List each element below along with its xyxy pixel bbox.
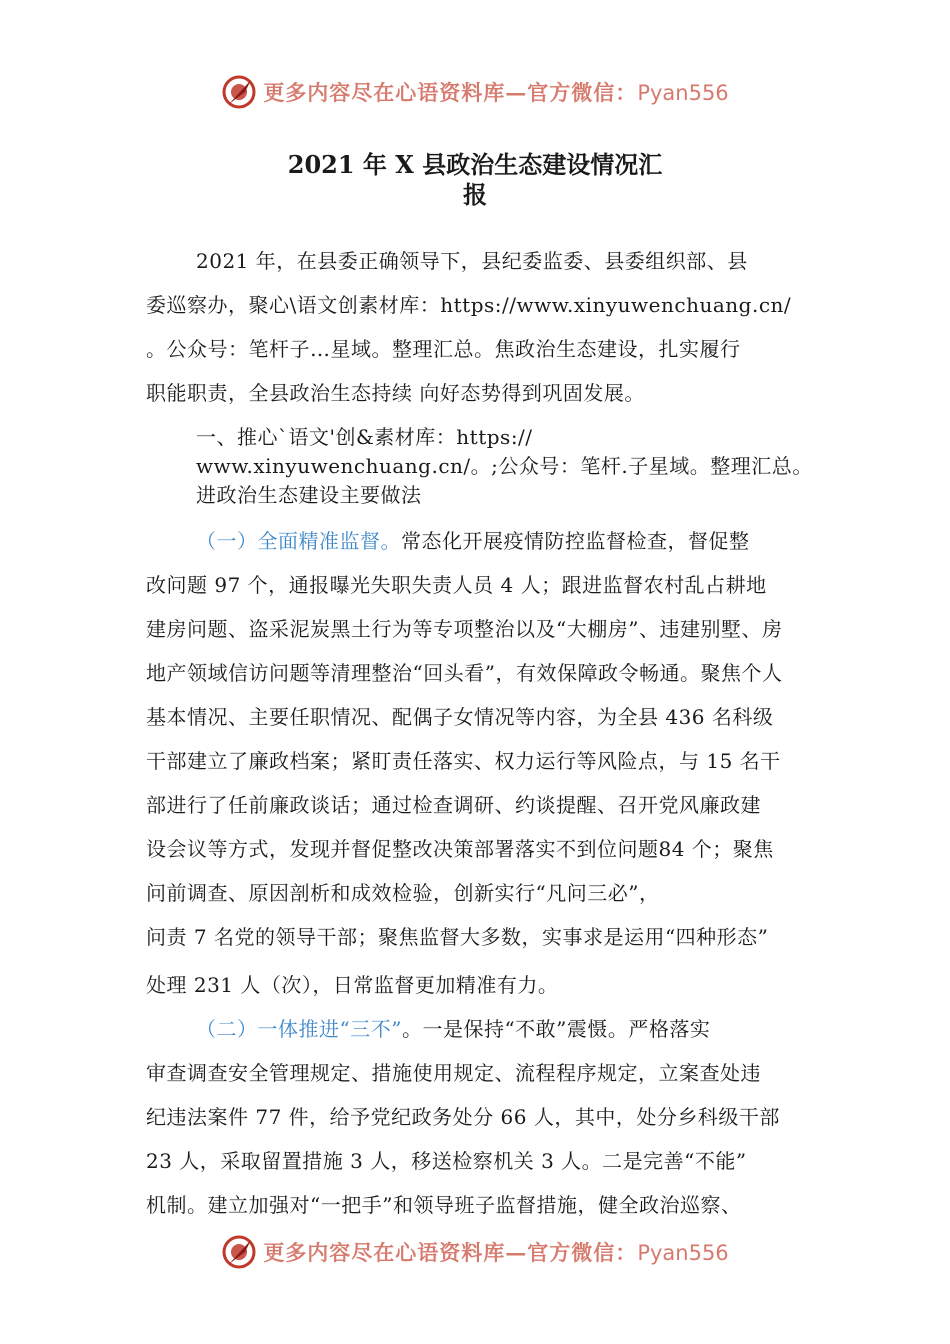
- watermark-banner-top: [0, 72, 950, 112]
- section-1-line-4: 地产领域信访问题等清理整治“回头看”，有效保障政令畅通。聚焦个人: [146, 661, 783, 685]
- section-2-line-5: 机制。建立加强对“一把手”和领导班子监督措施，健全政治巡察、: [146, 1193, 742, 1217]
- section-1-line-8: 设会议等方式，发现并督促整改决策部署落实不到位问题84 个；聚焦: [146, 837, 774, 861]
- document-title: [150, 150, 800, 210]
- intro-line-1: 2021 年，在县委正确领导下，县纪委监委、县委组织部、县: [196, 249, 748, 273]
- section-1-line-10: 问责 7 名党的领导干部；聚焦监督大多数，实事求是运用“四种形态”: [146, 925, 769, 949]
- intro-line-2: 委巡察办，聚心\语文创素材库：https://www.xinyuwenchuang.cn/: [146, 293, 792, 317]
- section-1-line-6: 干部建立了廉政档案；紧盯责任落实、权力运行等风险点，与 15 名干: [146, 749, 781, 773]
- heading-1-line-1: 一、推心`语文'创&素材库：https://: [196, 425, 533, 449]
- section-2-title: （二）一体推进“三不”: [196, 1017, 402, 1041]
- watermark-text: 更多内容尽在心语资料库—官方微信：Pyan556: [263, 80, 729, 105]
- section-1-title: （一）全面精准监督。: [196, 529, 401, 553]
- section-1-line-2: 改问题 97 个，通报曝光失职失责人员 4 人；跟进监督农村乱占耕地: [146, 573, 767, 597]
- intro-line-4: 职能职责，全县政治生态持续 向好态势得到巩固发展。: [146, 381, 645, 405]
- intro-line-3: 。公众号：笔杆子…星域。整理汇总。焦政治生态建设，扎实履行: [146, 337, 741, 361]
- title-line-1: 2021 年 X 县政治生态建设情况汇: [287, 150, 663, 179]
- section-1-line-11: 处理 231 人（次），日常监督更加精准有力。: [146, 973, 559, 997]
- watermark-banner-bottom: [0, 1232, 950, 1272]
- quill-seal-logo-icon: [221, 1234, 257, 1270]
- quill-seal-logo-icon: [221, 74, 257, 110]
- watermark-text: 更多内容尽在心语资料库—官方微信：Pyan556: [263, 1240, 729, 1265]
- section-1-line-5: 基本情况、主要任职情况、配偶子女情况等内容，为全县 436 名科级: [146, 705, 774, 729]
- section-1-line-7: 部进行了任前廉政谈话；通过检查调研、约谈提醒、召开党风廉政建: [146, 793, 761, 817]
- section-2-line-4: 23 人，采取留置措施 3 人，移送检察机关 3 人。二是完善“不能”: [146, 1149, 747, 1173]
- heading-1-line-3: 进政治生态建设主要做法: [196, 483, 422, 507]
- section-2-line-1: （二）一体推进“三不”。一是保持“不敢”震慑。严格落实: [196, 1017, 711, 1041]
- heading-1-line-2: www.xinyuwenchuang.cn/。;公众号：笔杆.子星域。整理汇总。: [196, 454, 813, 478]
- section-1-line-3: 建房问题、盗采泥炭黑土行为等专项整治以及“大棚房”、违建别墅、房: [146, 617, 783, 641]
- title-line-2: 报: [463, 180, 487, 209]
- section-1-line-1: （一）全面精准监督。常态化开展疫情防控监督检查，督促整: [196, 529, 750, 553]
- section-2-line-2: 审查调查安全管理规定、措施使用规定、流程程序规定，立案查处违: [146, 1061, 761, 1085]
- section-2-line-3: 纪违法案件 77 件，给予党纪政务处分 66 人，其中，处分乡科级干部: [146, 1105, 780, 1129]
- section-1-line-9: 问前调查、原因剖析和成效检验，创新实行“凡问三必”，: [146, 881, 660, 905]
